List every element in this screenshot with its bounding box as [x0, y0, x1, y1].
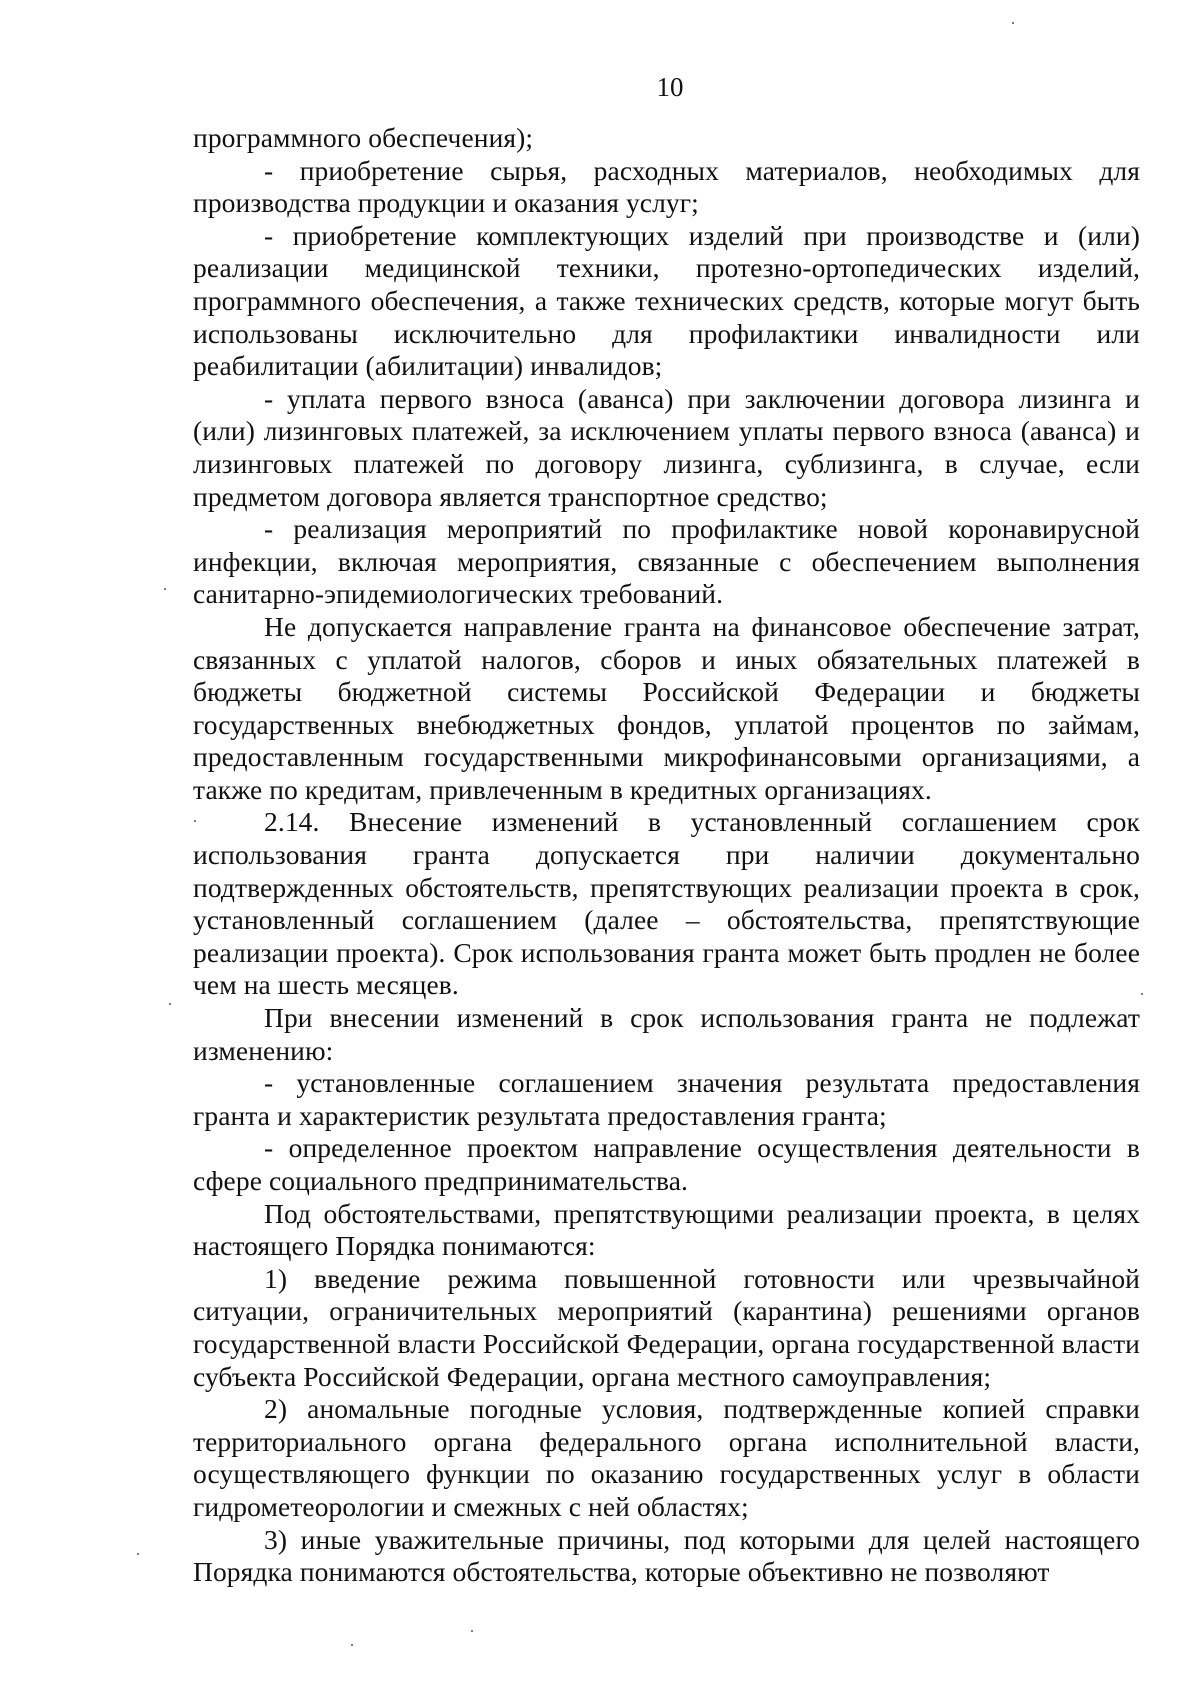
list-item-raw-materials: - приобретение сырья, расходных материалов, необходимых для производства продукции и оказания услуг;	[193, 154, 1140, 219]
paragraph-continuation: программного обеспечения);	[193, 122, 534, 153]
section-2-14: 2.14. Внесение изменений в установленный соглашением срок использования гранта допускается при наличии документально подтвержденных обстоятельств, препятствующих реализации проекта в срок, установленный соглашением (далее – обстоятельства, препятствующие реализации проекта). Срок использования гранта может быть продлен не более чем на шесть месяцев.	[193, 806, 1140, 1001]
list-item-leasing: - уплата первого взноса (аванса) при заключении договора лизинга и (или) лизинговых платежей, за исключением уплаты первого взноса (аванса) и лизинговых платежей по договору лизинга, сублизинга, в случае, если предметом договора является транспортное средство;	[193, 382, 1140, 512]
numbered-item-1: 1) введение режима повышенной готовности или чрезвычайной ситуации, ограничительных мероприятий (карантина) решениями органов государственной власти Российской Федерации, органа государственной власти субъекта Российской Федерации, органа местного самоуправления;	[193, 1262, 1140, 1392]
scan-speck	[137, 1553, 139, 1555]
document-body	[193, 122, 1140, 1589]
numbered-item-2: 2) аномальные погодные условия, подтвержденные копией справки территориального органа федерального органа исполнительной власти, осуществляющего функции по оказанию государственных услуг в области гидрометеорологии и смежных с ней областях;	[193, 1393, 1140, 1522]
paragraph-circumstances: Под обстоятельствами, препятствующими реализации проекта, в целях настоящего Порядка понимаются:	[193, 1197, 1140, 1262]
scan-speck	[471, 1630, 473, 1632]
scan-speck	[164, 588, 166, 590]
scan-speck	[351, 1644, 353, 1646]
page-number: 10	[656, 72, 684, 102]
paragraph-not-subject-to-change: При внесении изменений в срок использования гранта не подлежат изменению:	[193, 1002, 1140, 1066]
scan-speck	[169, 1003, 171, 1005]
list-item-coronavirus: - реализация мероприятий по профилактике новой коронавирусной инфекции, включая мероприятия, связанные с обеспечением выполнения санитарно-эпидемиологических требований.	[193, 513, 1140, 610]
numbered-item-3: 3) иные уважительные причины, под которыми для целей настоящего Порядка понимаются обстоятельства, которые объективно не позволяют	[193, 1523, 1140, 1588]
list-item-result-values: - установленные соглашением значения результата предоставления гранта и характеристик результата предоставления гранта;	[193, 1067, 1140, 1131]
scan-speck	[1141, 993, 1143, 995]
list-item-components: - приобретение комплектующих изделий при производстве и (или) реализации медицинской техники, протезно-ортопедических изделий, программного обеспечения, а также технических средств, которые могут быть использованы исключительно для профилактики инвалидности или реабилитации (абилитации) инвалидов;	[193, 219, 1140, 382]
scan-speck	[194, 820, 196, 822]
scan-speck	[1012, 22, 1014, 24]
paragraph-restrictions: Не допускается направление гранта на финансовое обеспечение затрат, связанных с уплатой налогов, сборов и иных обязательных платежей в бюджеты бюджетной системы Российской Федерации и бюджеты государственных внебюджетных фондов, уплатой процентов по займам, предоставленным государственными микрофинансовыми организациями, а также по кредитам, привлеченным в кредитных организациях.	[193, 610, 1140, 805]
list-item-activity-direction: - определенное проектом направление осуществления деятельности в сфере социального предпринимательства.	[193, 1132, 1140, 1196]
